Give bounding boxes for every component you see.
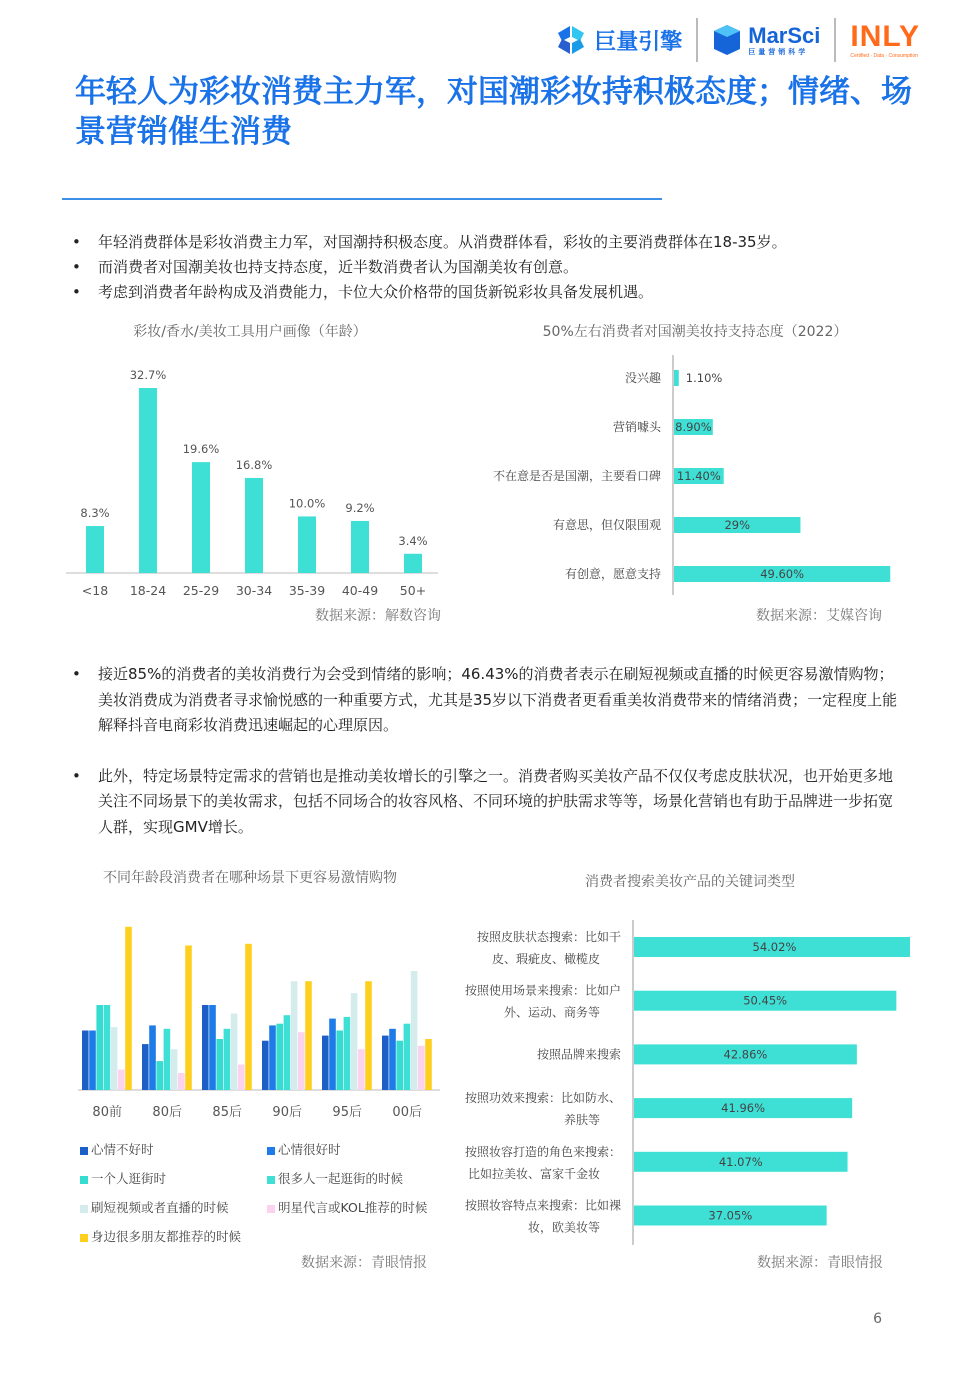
category-label: 按照功效来搜索：比如防水、	[464, 1091, 621, 1106]
tick-label: 40-49	[341, 583, 379, 598]
bar	[111, 1027, 118, 1090]
data-label: 8.90%	[675, 420, 712, 434]
inly-logo-text: INLY	[850, 20, 920, 53]
bullet-item: • 年轻消费群体是彩妆消费主力军，对国潮持积极态度。从消费群体看，彩妆的主要消费群体在18-35岁。	[72, 230, 902, 255]
legend-label: 心情很好时	[278, 1142, 341, 1157]
legend-label: 心情不好时	[91, 1142, 154, 1157]
data-label: 3.4%	[398, 533, 428, 548]
bar	[156, 1061, 163, 1090]
legend-swatch	[80, 1147, 88, 1155]
data-label: 1.10%	[685, 371, 723, 385]
chart3-legend	[80, 1140, 460, 1250]
bullet-item: • 考虑到消费者年龄构成及消费能力，卡位大众价格带的国货新锐彩妆具备发展机遇。	[72, 280, 902, 305]
juliang-logo-icon	[554, 23, 588, 57]
marsci-logo-icon	[712, 23, 742, 57]
bar	[216, 1039, 223, 1090]
legend-swatch	[80, 1234, 88, 1242]
category-label: 没兴趣	[624, 371, 661, 385]
logo-divider	[696, 18, 698, 62]
legend-item	[80, 1198, 229, 1216]
legend-swatch	[80, 1176, 88, 1184]
data-label: 49.60%	[760, 567, 805, 581]
tick-label: 25-29	[182, 583, 220, 598]
bar	[336, 1031, 343, 1091]
category-label: 按照妆容打造的角色来搜索：	[464, 1144, 621, 1159]
category-label: 不在意是否是国潮，主要看口碑	[492, 469, 661, 483]
bar	[305, 981, 312, 1090]
logo-divider	[834, 18, 836, 62]
category-label: 比如拉美妆、富家千金妆	[467, 1166, 600, 1181]
title-divider	[62, 198, 662, 200]
data-label: 37.05%	[708, 1208, 753, 1223]
chart3-source: 数据来源：青眼情报	[301, 1255, 427, 1271]
bar	[245, 944, 252, 1090]
bar	[238, 1065, 245, 1091]
bar	[224, 1029, 231, 1090]
bar	[389, 1029, 396, 1090]
bar	[192, 462, 210, 573]
legend-swatch	[267, 1176, 275, 1184]
category-label: 有意思，但仅限围观	[552, 518, 661, 532]
bar	[139, 388, 157, 573]
bar	[351, 521, 369, 573]
bullet-item: • 此外，特定场景特定需求的营销也是推动美妆增长的引擎之一。消费者购买美妆产品不仅仅考虑皮肤状况，也开始更多地关注不同场景下的美妆需求，包括不同场合的妆容风格、不同环境的护肤需求等等，场景化营销也有助于品牌进一步拓宽人群，实现GMV增长。	[72, 764, 902, 841]
bar	[329, 1019, 336, 1090]
bar	[149, 1025, 156, 1090]
data-label: 10.0%	[288, 496, 326, 511]
tick-label: 18-24	[129, 583, 167, 598]
tick-label: 80前	[92, 1105, 122, 1120]
bar	[276, 1024, 283, 1090]
bar	[269, 1025, 276, 1090]
bar	[104, 1005, 111, 1090]
tick-label: 80后	[152, 1105, 182, 1120]
juliang-logo	[554, 23, 682, 57]
bar	[404, 554, 422, 573]
bar	[404, 1024, 411, 1090]
bar	[411, 971, 418, 1090]
bar	[82, 1031, 89, 1091]
bullet-item: • 接近85%的消费者的美妆消费行为会受到情绪的影响；46.43%的消费者表示在刷短视频或直播的时候更容易激情购物；美妆消费成为消费者寻求愉悦感的一种重要方式，尤其是35岁以下消费者更看重美妆消费带来的情绪消费；一定程度上能解释抖音电商彩妆消费迅速崛起的心理原因。	[72, 662, 902, 739]
category-label: 营销噱头	[612, 420, 661, 434]
bar	[298, 516, 316, 573]
bar	[245, 478, 263, 573]
marsci-logo-subtext: 巨量营销科学	[748, 48, 809, 56]
data-label: 11.40%	[676, 469, 721, 483]
logo-bar	[554, 18, 920, 62]
data-label: 8.3%	[80, 506, 110, 521]
tick-label: <18	[81, 583, 109, 598]
category-label: 按照使用场景来搜索：比如户	[464, 983, 621, 998]
bar	[178, 1073, 185, 1090]
scenario-grouped-bar-chart	[70, 920, 450, 1130]
legend-label: 刷短视频或者直播的时候	[91, 1200, 229, 1215]
category-label: 养肤等	[563, 1113, 600, 1128]
inly-logo	[850, 21, 920, 59]
bar	[425, 1039, 432, 1090]
chart1-title: 彩妆/香水/美妆工具用户画像（年龄）	[133, 324, 367, 340]
bar	[96, 1005, 103, 1090]
legend-swatch	[80, 1205, 88, 1213]
legend-label: 身边很多朋友都推荐的时候	[91, 1229, 242, 1244]
data-label: 9.2%	[345, 500, 375, 515]
age-bar-chart	[60, 345, 450, 605]
bar	[202, 1005, 209, 1090]
bullet-list-top	[72, 230, 902, 305]
marsci-logo-text: MarSci	[748, 22, 821, 48]
support-hbar-chart	[470, 355, 910, 595]
legend-label: 一个人逛街时	[91, 1171, 167, 1186]
legend-label: 很多人一起逛街的时候	[278, 1171, 404, 1186]
bar	[185, 946, 192, 1091]
data-label: 16.8%	[235, 457, 273, 472]
legend-item	[80, 1140, 154, 1158]
legend-item	[80, 1169, 166, 1187]
bar	[284, 1015, 291, 1090]
bar	[674, 370, 679, 386]
bar	[231, 1014, 238, 1091]
tick-label: 95后	[332, 1105, 362, 1120]
page-title: 年轻人为彩妆消费主力军，对国潮彩妆持积极态度；情绪、场景营销催生消费	[75, 74, 912, 150]
data-label: 42.86%	[723, 1047, 768, 1062]
data-label: 32.7%	[129, 368, 167, 383]
category-label: 妆，欧美妆等	[527, 1220, 600, 1235]
bar	[142, 1044, 149, 1090]
tick-label: 00后	[392, 1105, 422, 1120]
legend-swatch	[267, 1147, 275, 1155]
legend-item	[267, 1169, 403, 1187]
category-label: 皮、瑕疵皮、橄榄皮	[491, 952, 600, 966]
bar	[209, 1005, 216, 1090]
legend-swatch	[267, 1205, 275, 1213]
category-label: 外、运动、商务等	[503, 1005, 600, 1020]
category-label: 按照品牌来搜索	[536, 1047, 621, 1062]
bar	[322, 1036, 329, 1090]
bar	[365, 981, 372, 1090]
bar	[125, 927, 132, 1090]
bar	[86, 526, 104, 573]
bar	[358, 1049, 365, 1090]
data-label: 41.07%	[718, 1154, 763, 1169]
bar	[164, 1029, 171, 1090]
category-label: 按照妆容特点来搜索：比如裸	[464, 1198, 621, 1213]
chart4-title: 消费者搜索美妆产品的关键词类型	[585, 874, 795, 890]
bar	[418, 1046, 425, 1090]
legend-item	[267, 1140, 341, 1158]
data-label: 19.6%	[182, 442, 220, 457]
data-label: 54.02%	[752, 940, 797, 954]
category-label: 有创意，愿意支持	[564, 567, 661, 581]
chart2-title: 50%左右消费者对国潮美妆持支持态度（2022）	[542, 324, 848, 340]
keyword-hbar-chart	[440, 920, 910, 1250]
tick-label: 90后	[272, 1105, 302, 1120]
bar	[382, 1036, 389, 1090]
tick-label: 50+	[399, 583, 427, 598]
tick-label: 35-39	[288, 583, 326, 598]
bar	[89, 1031, 96, 1091]
chart1-source: 数据来源：解数咨询	[315, 608, 441, 624]
data-label: 50.45%	[743, 993, 788, 1008]
category-label: 按照皮肤状态搜索：比如干	[476, 930, 621, 944]
bar	[351, 993, 358, 1090]
data-label: 41.96%	[721, 1101, 766, 1116]
tick-label: 30-34	[235, 583, 273, 598]
marsci-logo	[712, 23, 820, 57]
chart2-source: 数据来源：艾媒咨询	[756, 608, 882, 624]
legend-label: 明星代言或KOL推荐的时候	[278, 1200, 428, 1215]
bar	[118, 1070, 125, 1090]
legend-item	[267, 1198, 427, 1216]
bullet-list-middle	[72, 662, 902, 840]
inly-logo-subtext: Certified · Data · Consumption	[850, 53, 918, 59]
bar	[396, 1041, 403, 1090]
bar	[262, 1041, 269, 1090]
bar	[298, 1032, 305, 1090]
page-number: 6	[873, 1311, 882, 1327]
bar	[171, 1049, 178, 1090]
bar	[291, 981, 298, 1090]
chart3-title: 不同年龄段消费者在哪种场景下更容易激情购物	[103, 870, 397, 886]
chart4-source: 数据来源：青眼情报	[757, 1255, 883, 1271]
bullet-item: • 而消费者对国潮美妆也持支持态度，近半数消费者认为国潮美妆有创意。	[72, 255, 902, 280]
tick-label: 85后	[212, 1105, 242, 1120]
legend-item	[80, 1227, 241, 1245]
bar	[344, 1017, 351, 1090]
juliang-logo-text: 巨量引擎	[594, 28, 683, 54]
data-label: 29%	[724, 518, 751, 532]
